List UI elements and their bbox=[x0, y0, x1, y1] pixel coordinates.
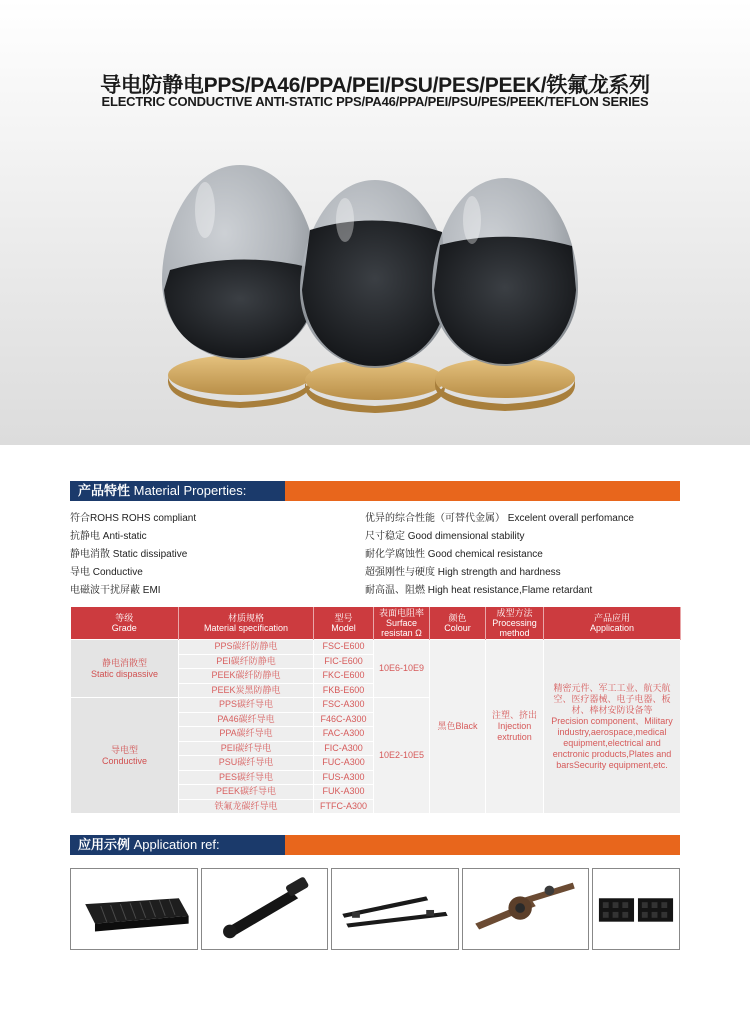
table-row bbox=[71, 640, 681, 655]
sample-jars-image bbox=[150, 150, 590, 420]
model-cell: FAC-A300 bbox=[314, 727, 374, 742]
header-processing: 成型方法 Processing method bbox=[486, 607, 544, 640]
material-cell: PEEK炭黑防静电 bbox=[179, 683, 314, 698]
property-item: 尺寸稳定 Good dimensional stability bbox=[365, 531, 525, 542]
jar-right bbox=[432, 178, 578, 411]
model-cell: FUK-A300 bbox=[314, 785, 374, 800]
model-cell: F46C-A300 bbox=[314, 712, 374, 727]
grade-conductive: 导电型 Conductive bbox=[71, 698, 179, 814]
property-item: 电磁波干扰屏蔽 EMI bbox=[70, 585, 161, 596]
material-cell: PEI碳纤防静电 bbox=[179, 654, 314, 669]
application-accent-bar bbox=[285, 835, 680, 855]
material-cell: PEEK碳纤导电 bbox=[179, 785, 314, 800]
application-label bbox=[70, 835, 285, 855]
properties-label-en: Material Properties: bbox=[133, 483, 247, 498]
property-item: 超强刚性与硬度 High strength and hardness bbox=[365, 567, 561, 578]
black-tray-parts-icon bbox=[592, 868, 680, 950]
model-cell: FSC-A300 bbox=[314, 698, 374, 713]
header-application: 产品应用 Application bbox=[544, 607, 681, 640]
header-model: 型号 Model bbox=[314, 607, 374, 640]
material-cell: PEI碳纤导电 bbox=[179, 741, 314, 756]
material-cell: PPS碳纤防静电 bbox=[179, 640, 314, 655]
resistance-static: 10E6-10E9 bbox=[374, 640, 430, 698]
model-cell: FIC-E600 bbox=[314, 654, 374, 669]
properties-left-column bbox=[70, 510, 196, 600]
model-cell: FKC-E600 bbox=[314, 669, 374, 684]
material-cell: PPA碳纤导电 bbox=[179, 727, 314, 742]
jar-left bbox=[162, 165, 318, 408]
black-rail-parts-icon bbox=[331, 868, 459, 950]
page-title-en: ELECTRIC CONDUCTIVE ANTI-STATIC PPS/PA46/PPA/PEI/PSU/PES/PEEK/TEFLON SERIES bbox=[101, 94, 649, 109]
model-cell: FSC-E600 bbox=[314, 640, 374, 655]
property-item: 抗静电 Anti-static bbox=[70, 531, 147, 542]
property-item: 耐高温、阻燃 High heat resistance,Flame retardant bbox=[365, 585, 593, 596]
material-cell: PPS碳纤导电 bbox=[179, 698, 314, 713]
application-gallery bbox=[70, 868, 680, 950]
property-item: 导电 Conductive bbox=[70, 567, 143, 578]
property-item: 优异的综合性能（可替代金属） Excelent overall perfomance bbox=[365, 513, 634, 524]
model-cell: FUC-A300 bbox=[314, 756, 374, 771]
processing-cell: 注塑、挤出 Injection extrution bbox=[486, 640, 544, 814]
section-header-application bbox=[70, 835, 680, 855]
property-item: 耐化学腐蚀性 Good chemical resistance bbox=[365, 549, 543, 560]
material-cell: PSU碳纤导电 bbox=[179, 756, 314, 771]
properties-label-cn: 产品特性 bbox=[78, 483, 131, 498]
material-cell: PEEK碳纤防静电 bbox=[179, 669, 314, 684]
hero-banner bbox=[0, 0, 750, 445]
model-cell: FTFC-A300 bbox=[314, 799, 374, 814]
model-cell: FKB-E600 bbox=[314, 683, 374, 698]
black-comb-fixture-icon bbox=[70, 868, 198, 950]
properties-accent-bar bbox=[285, 481, 680, 501]
property-item: 符合ROHS ROHS compliant bbox=[70, 513, 197, 524]
material-cell: 铁氟龙碳纤导电 bbox=[179, 799, 314, 814]
jar-center bbox=[300, 180, 450, 413]
black-rod-part-icon bbox=[201, 868, 328, 950]
spec-table bbox=[70, 607, 681, 814]
section-header-properties bbox=[70, 481, 680, 501]
material-cell: PES碳纤导电 bbox=[179, 770, 314, 785]
model-cell: FUS-A300 bbox=[314, 770, 374, 785]
header-resistance: 表面电阻率 Surface resistan Ω bbox=[374, 607, 430, 640]
header-material: 材质规格 Material specification bbox=[179, 607, 314, 640]
header-colour: 颜色 Colour bbox=[430, 607, 486, 640]
colour-cell: 黑色Black bbox=[430, 640, 486, 814]
spec-table-header bbox=[71, 607, 681, 640]
properties-label bbox=[70, 481, 285, 501]
model-cell: FIC-A300 bbox=[314, 741, 374, 756]
header-grade: 等级 Grade bbox=[71, 607, 179, 640]
property-item: 静电消散 Static dissipative bbox=[70, 549, 188, 560]
properties-right-column bbox=[365, 510, 634, 600]
application-label-cn: 应用示例 bbox=[78, 837, 131, 852]
application-label-en: Application ref: bbox=[133, 837, 220, 852]
material-cell: PA46碳纤导电 bbox=[179, 712, 314, 727]
resistance-conductive: 10E2-10E5 bbox=[374, 698, 430, 814]
page-title-cn: 导电防静电PPS/PA46/PPA/PEI/PSU/PES/PEEK/铁氟龙系列 bbox=[100, 74, 650, 97]
brown-mechanical-arm-icon bbox=[462, 868, 589, 950]
application-cell: 精密元件、军工工业、航天航空、医疗器械、电子电器、板材、棒材安防设备等 Precision component、Military industry,aerospace,medical equipment,electrical and enctronic products,Plates and barsSecurity equipment,etc. bbox=[544, 640, 681, 814]
grade-static-dissipative: 静电消散型 Static dispassive bbox=[71, 640, 179, 698]
